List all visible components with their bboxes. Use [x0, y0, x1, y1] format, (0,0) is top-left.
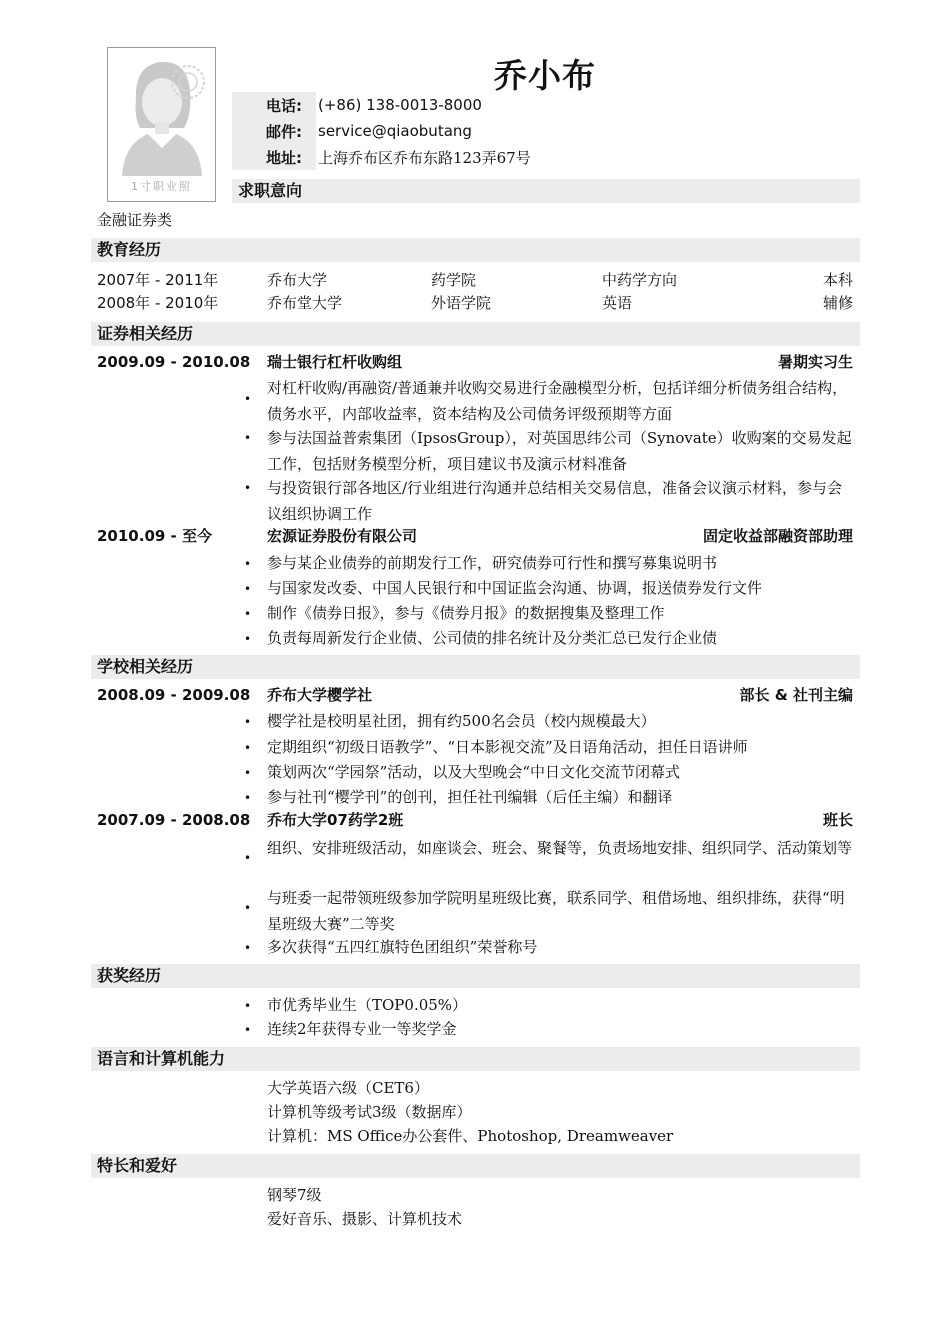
award-item: 连续2年获得专业一等奖学金 — [267, 1020, 457, 1038]
edu-degree: 本科 — [822, 271, 853, 289]
bullet-icon: • — [244, 481, 252, 495]
edu-school: 乔布大学 — [267, 271, 328, 289]
edu-degree: 辅修 — [822, 294, 853, 312]
bullet-icon: • — [244, 901, 252, 915]
education-row — [97, 292, 853, 314]
section-title-securities: 证券相关经历 — [91, 322, 860, 346]
job-bullet: 策划两次“学园祭”活动，以及大型晚会“中日文化交流节闭幕式 — [267, 763, 681, 781]
contact-label: 地址: — [232, 144, 316, 170]
award-item: 市优秀毕业生（TOP0.05%） — [267, 996, 468, 1014]
contact-value: service@qiaobutang — [318, 122, 472, 140]
section-title-hobbies: 特长和爱好 — [91, 1154, 860, 1178]
job-org: 瑞士银行杠杆收购组 — [267, 353, 403, 371]
job-bullet: 多次获得“五四红旗特色团组织”荣誉称号 — [267, 938, 538, 956]
photo-caption: 1寸职业照 — [131, 180, 192, 193]
job-bullet: 参与某企业债券的前期发行工作，研究债券可行性和撰写募集说明书 — [267, 554, 718, 572]
section-title-education: 教育经历 — [91, 238, 860, 262]
job-bullet: 制作《债券日报》，参与《债券月报》的数据搜集及整理工作 — [267, 604, 665, 622]
contact-value: 上海乔布区乔布东路123弄67号 — [318, 148, 531, 167]
section-title-awards: 获奖经历 — [91, 964, 860, 988]
job-bullet: 定期组织“初级日语教学”、“日本影视交流”及日语角活动，担任日语讲师 — [267, 738, 748, 756]
job-bullet: 负责每周新发行企业债、公司债的排名统计及分类汇总已发行企业债 — [267, 629, 718, 647]
skill-item: 大学英语六级（CET6） — [267, 1079, 429, 1097]
bullet-icon: • — [244, 632, 252, 646]
bullet-icon: • — [244, 999, 252, 1013]
job-role: 暑期实习生 — [777, 353, 853, 371]
job-org: 乔布大学樱学社 — [267, 686, 373, 704]
bullet-icon: • — [244, 1023, 252, 1037]
bullet-icon: • — [244, 766, 252, 780]
job-bullet: 对杠杆收购/再融资/普通兼并收购交易进行金融模型分析，包括详细分析债务组合结构，债务水平，内部收益率，资本结构及公司债务评级预期等方面 — [267, 379, 848, 423]
job-period: 2007.09 - 2008.08 — [97, 811, 251, 829]
edu-period: 2007年 - 2011年 — [97, 271, 219, 289]
job-period: 2010.09 - 至今 — [97, 527, 212, 545]
skill-item: 计算机等级考试3级（数据库） — [267, 1103, 472, 1121]
objective-value: 金融证券类 — [97, 211, 173, 229]
edu-college: 外语学院 — [431, 294, 492, 312]
edu-major: 中药学方向 — [602, 271, 678, 289]
section-title-skills: 语言和计算机能力 — [91, 1047, 860, 1071]
job-period: 2009.09 - 2010.08 — [97, 353, 251, 371]
job-bullet: 樱学社是校明星社团，拥有约500名会员（校内规模最大） — [267, 712, 656, 730]
bullet-icon: • — [244, 791, 252, 805]
job-bullet: 组织、安排班级活动，如座谈会、班会、聚餐等，负责场地安排、组织同学、活动策划等 — [267, 839, 853, 857]
hobby-item: 爱好音乐、摄影、计算机技术 — [267, 1210, 463, 1228]
edu-college: 药学院 — [431, 271, 477, 289]
contact-email — [232, 118, 860, 144]
bullet-icon: • — [244, 557, 252, 571]
job-org: 乔布大学07药学2班 — [267, 811, 404, 829]
bullet-icon: • — [244, 431, 252, 445]
bullet-icon: • — [244, 607, 252, 621]
job-bullet: 与班委一起带领班级参加学院明星班级比赛，联系同学、租借场地、组织排练，获得“明星班级大赛”二等奖 — [267, 889, 845, 933]
job-bullet: 与投资银行部各地区/行业组进行沟通并总结相关交易信息，准备会议演示材料，参与会议组织协调工作 — [267, 479, 843, 523]
job-role: 固定收益部融资部助理 — [702, 527, 853, 545]
contact-label: 电话: — [232, 92, 316, 118]
job-bullet: 与国家发改委、中国人民银行和中国证监会沟通、协调，报送债券发行文件 — [267, 579, 763, 597]
bullet-icon: • — [244, 392, 252, 406]
contact-label: 邮件: — [232, 118, 316, 144]
section-title-objective: 求职意向 — [232, 179, 860, 203]
job-period: 2008.09 - 2009.08 — [97, 686, 251, 704]
skill-item: 计算机：MS Office办公套件、Photoshop, Dreamweaver — [267, 1127, 674, 1145]
bullet-icon: • — [244, 582, 252, 596]
contact-value: (+86) 138-0013-8000 — [318, 96, 482, 114]
education-row — [97, 269, 853, 291]
bullet-icon: • — [244, 941, 252, 955]
section-title-school: 学校相关经历 — [91, 655, 860, 679]
job-bullet: 参与法国益普索集团（IpsosGroup），对英国思纬公司（Synovate）收购案的交易发起工作，包括财务模型分析，项目建议书及演示材料准备 — [267, 429, 852, 473]
contact-address — [232, 144, 860, 170]
bullet-icon: • — [244, 851, 252, 865]
edu-school: 乔布堂大学 — [267, 294, 343, 312]
edu-period: 2008年 - 2010年 — [97, 294, 219, 312]
contact-phone — [232, 92, 860, 118]
job-role: 部长 & 社刊主编 — [739, 686, 853, 704]
job-bullet: 参与社刊“樱学刊”的创刊，担任社刊编辑（后任主编）和翻译 — [267, 788, 673, 806]
bullet-icon: • — [244, 741, 252, 755]
candidate-name: 乔小布 — [494, 56, 596, 95]
job-role: 班长 — [822, 811, 853, 829]
bullet-icon: • — [244, 715, 252, 729]
profile-photo — [107, 47, 216, 202]
hobby-item: 钢琴7级 — [267, 1186, 322, 1204]
job-org: 宏源证券股份有限公司 — [267, 527, 418, 545]
edu-major: 英语 — [602, 294, 633, 312]
